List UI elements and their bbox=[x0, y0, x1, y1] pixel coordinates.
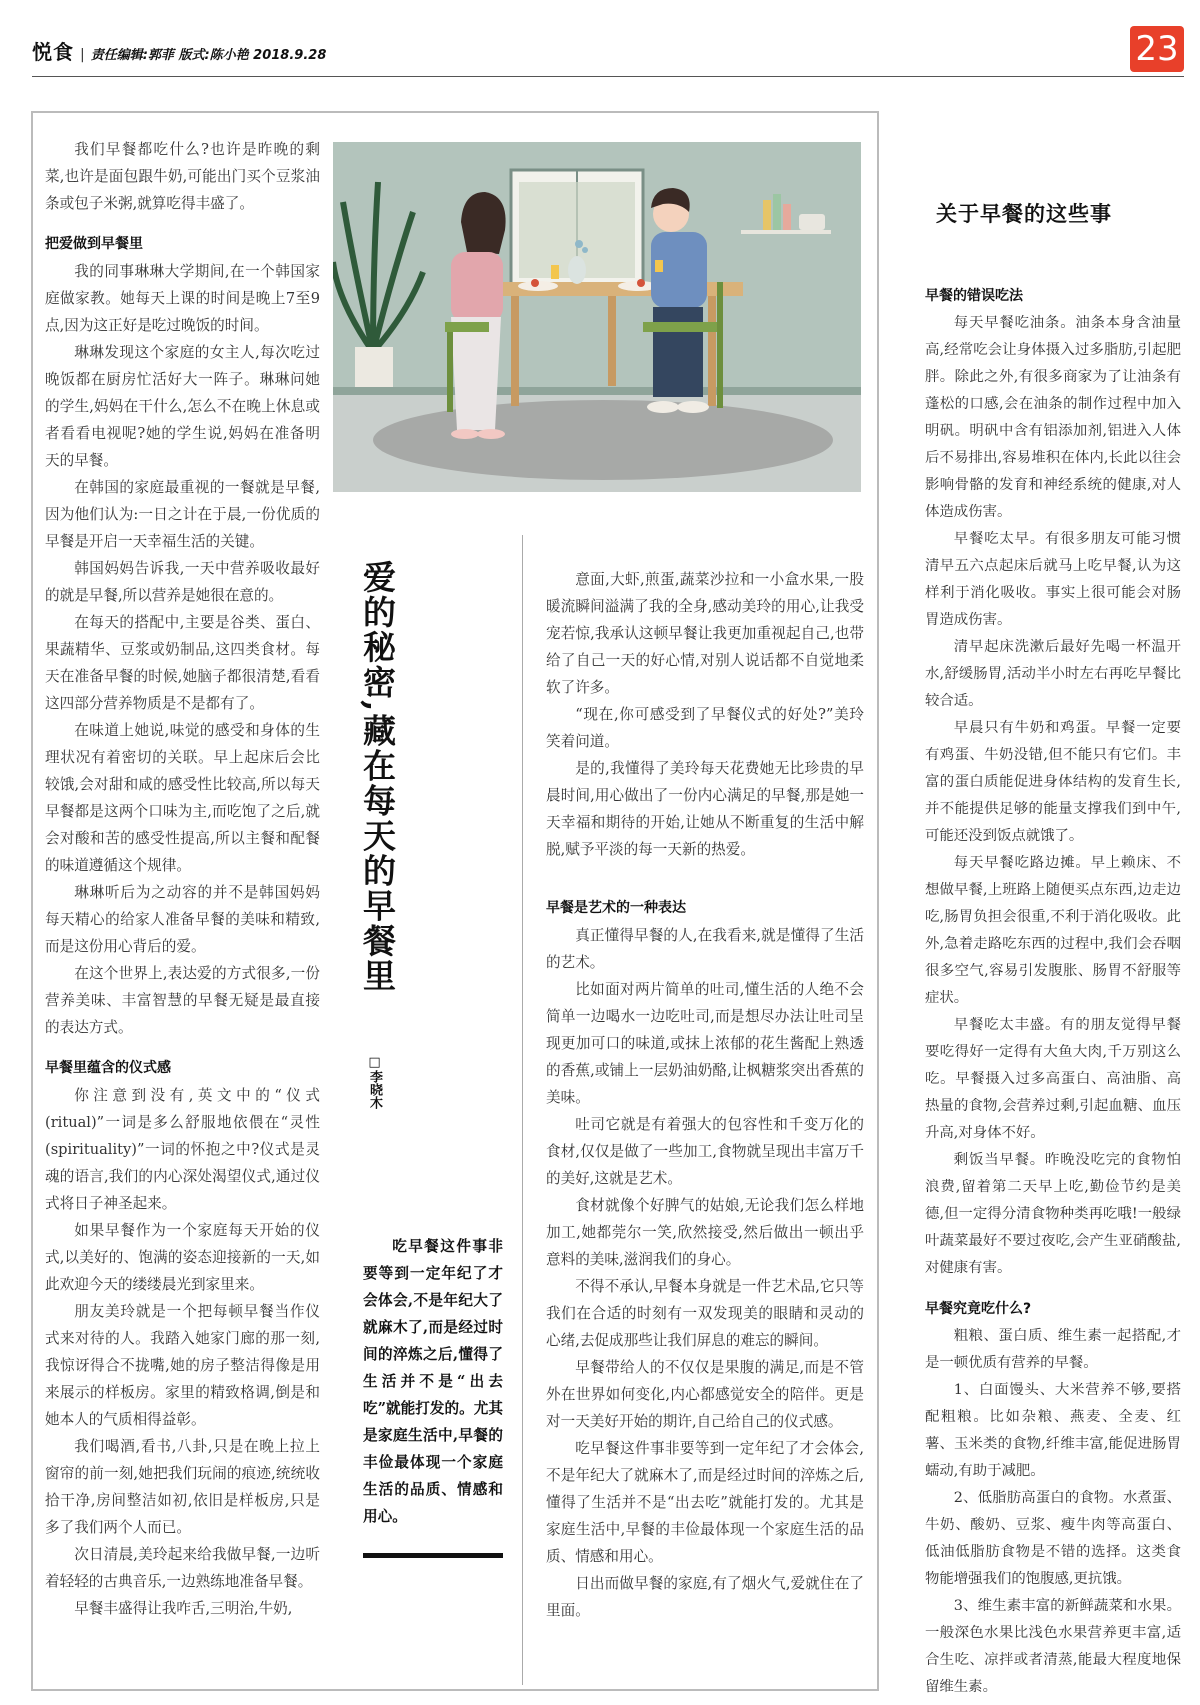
pull-quote bbox=[363, 1233, 503, 1530]
paragraph: “现在,你可感受到了早餐仪式的好处?”美玲笑着问道。 bbox=[546, 706, 864, 750]
paragraph: 我们喝酒,看书,八卦,只是在晚上拉上窗帘的前一刻,她把我们玩闹的痕迹,统统收拾干净,房间整洁如初,依旧是样板房,只是多了我们两个人而已。 bbox=[45, 1438, 320, 1536]
paragraph: 琳琳发现这个家庭的女主人,每次吃过晚饭都在厨房忙活好大一阵子。琳琳问她的学生,妈妈在干什么,怎么不在晚上休息或者看看电视呢?她的学生说,妈妈在准备明天的早餐。 bbox=[45, 344, 320, 469]
paragraph: 不得不承认,早餐本身就是一件艺术品,它只等我们在合适的时刻有一双发现美的眼睛和灵动的心绪,去促成那些让我们屏息的难忘的瞬间。 bbox=[546, 1278, 864, 1349]
pull-quote-text: 吃早餐这件事非要等到一定年纪了才会体会,不是年纪大了就麻木了,而是经过时间的淬炼之后,懂得了生活并不是“出去吃”就能打发的。尤其是家庭生活中,早餐的丰俭最体现一个家庭生活的品质、情感和用心。 bbox=[363, 1238, 503, 1525]
header-text bbox=[32, 36, 326, 65]
paragraph: 如果早餐作为一个家庭每天开始的仪式,以美好的、饱满的姿态迎接新的一天,如此欢迎今天的缕缕晨光到家里来。 bbox=[45, 1222, 320, 1293]
paragraph: 粗粮、蛋白质、维生素一起搭配,才是一顿优质有营养的早餐。 bbox=[925, 1328, 1181, 1371]
sidebar-title: 关于早餐的这些事 bbox=[936, 201, 1112, 226]
paragraph: 在每天的搭配中,主要是谷类、蛋白、果蔬精华、豆浆或奶制品,这四类食材。每天在准备早餐的时候,她脑子都很清楚,看看这四部分营养物质是不是都有了。 bbox=[45, 614, 320, 712]
header-rule bbox=[32, 76, 1184, 77]
subheading: 早餐究竟吃什么? bbox=[925, 1301, 1032, 1317]
paragraph: 2、低脂肪高蛋白的食物。水煮蛋、牛奶、酸奶、豆浆、瘦牛肉等高蛋白、低油低脂肪食物是不错的选择。这类食物能增强我们的饱腹感,更抗饿。 bbox=[925, 1490, 1181, 1587]
paragraph: 早餐吃太丰盛。有的朋友觉得早餐要吃得好一定得有大鱼大肉,千万别这么吃。早餐摄入过多高蛋白、高油脂、高热量的食物,会营养过剩,引起血糖、血压升高,对身体不好。 bbox=[925, 1017, 1181, 1141]
paragraph: 琳琳听后为之动容的并不是韩国妈妈每天精心的给家人准备早餐的美味和精致,而是这份用心背后的爱。 bbox=[45, 884, 320, 955]
subheading: 把爱做到早餐里 bbox=[45, 236, 143, 252]
paragraph: 吃早餐这件事非要等到一定年纪了才会体会,不是年纪大了就麻木了,而是经过时间的淬炼之后,懂得了生活并不是“出去吃”就能打发的。尤其是家庭生活中,早餐的丰俭最体现一个家庭生活的品质、情感和用心。 bbox=[546, 1440, 864, 1565]
paragraph: 你注意到没有,英文中的“仪式(ritual)”一词是多么舒服地依偎在“灵性(spirituality)”一词的怀抱之中?仪式是灵魂的语言,我们的内心深处渴望仪式,通过仪式将日子神圣起来。 bbox=[45, 1087, 320, 1212]
article-author: □李晓木 bbox=[367, 1055, 382, 1109]
paragraph: 在韩国的家庭最重视的一餐就是早餐,因为他们认为:一日之计在于晨,一份优质的早餐是开启一天幸福生活的关键。 bbox=[45, 479, 320, 550]
page-number-badge: 23 bbox=[1130, 26, 1184, 72]
subheading: 早餐里蕴含的仪式感 bbox=[45, 1060, 171, 1076]
sidebar-column bbox=[925, 269, 1181, 1701]
paragraph: 每天早餐吃油条。油条本身含油量高,经常吃会让身体摄入过多脂肪,引起肥胖。除此之外,有很多商家为了让油条有蓬松的口感,会在油条的制作过程中加入明矾。明矾中含有铝添加剂,铝进入人体后不易排出,容易堆积在体内,长此以往会影响骨骼的发育和神经系统的健康,对人体造成伤害。 bbox=[925, 315, 1181, 520]
subheading: 早餐的错误吃法 bbox=[925, 288, 1023, 304]
paragraph: 日出而做早餐的家庭,有了烟火气,爱就住在了里面。 bbox=[546, 1575, 864, 1619]
paragraph: 食材就像个好脾气的姑娘,无论我们怎么样地加工,她都莞尔一笑,欣然接受,然后做出一顿出乎意料的美味,滋润我们的身心。 bbox=[546, 1197, 864, 1268]
article-column-1 bbox=[45, 136, 320, 1622]
paragraph: 意面,大虾,煎蛋,蔬菜沙拉和一小盒水果,一股暖流瞬间溢满了我的全身,感动美玲的用心,让我受宠若惊,我承认这顿早餐让我更加重视起自己,也带给了自己一天的好心情,对别人说话都不自觉地柔软了许多。 bbox=[546, 571, 864, 696]
paragraph: 次日清晨,美玲起来给我做早餐,一边听着轻轻的古典音乐,一边熟练地准备早餐。 bbox=[45, 1546, 320, 1590]
paragraph: 早餐吃太早。有很多朋友可能习惯清早五六点起床后就马上吃早餐,认为这样利于消化吸收。事实上很可能会对肠胃造成伤害。 bbox=[925, 531, 1181, 628]
paragraph: 朋友美玲就是一个把每顿早餐当作仪式来对待的人。我踏入她家门廊的那一刻,我惊讶得合不拢嘴,她的房子整洁得像是用来展示的样板房。家里的精致格调,倒是和她本人的气质相得益彰。 bbox=[45, 1303, 320, 1428]
paragraph: 每天早餐吃路边摊。早上赖床、不想做早餐,上班路上随便买点东西,边走边吃,肠胃负担会很重,不利于消化吸收。此外,急着走路吃东西的过程中,我们会吞咽很多空气,容易引发腹胀、肠胃不舒服等症状。 bbox=[925, 855, 1181, 1006]
breakfast-illustration bbox=[333, 142, 861, 492]
spacer bbox=[546, 863, 864, 881]
article-column-3 bbox=[546, 566, 864, 1624]
paragraph: 清早起床洗漱后最好先喝一杯温开水,舒缓肠胃,活动半小时左右再吃早餐比较合适。 bbox=[925, 639, 1181, 709]
paragraph: 韩国妈妈告诉我,一天中营养吸收最好的就是早餐,所以营养是她很在意的。 bbox=[45, 560, 320, 604]
paragraph: 比如面对两片简单的吐司,懂生活的人绝不会简单一边喝水一边吃吐司,而是想尽办法让吐司呈现更加可口的味道,或抹上浓郁的花生酱配上熟透的香蕉,或铺上一层奶油奶酪,让枫糖浆突出香蕉的美味。 bbox=[546, 981, 864, 1106]
paragraph: 3、维生素丰富的新鲜蔬菜和水果。一般深色水果比浅色水果营养更丰富,适合生吃、凉拌或者清蒸,能最大程度地保留维生素。 bbox=[925, 1598, 1181, 1695]
header-separator: | bbox=[80, 47, 85, 63]
paragraph: 1、白面馒头、大米营养不够,要搭配粗粮。比如杂粮、燕麦、全麦、红薯、玉米类的食物,纤维丰富,能促进肠胃蠕动,有助于减肥。 bbox=[925, 1382, 1181, 1479]
paragraph: 是的,我懂得了美玲每天花费她无比珍贵的早晨时间,用心做出了一份内心满足的早餐,那是她一天幸福和期待的开始,让她从不断重复的生活中解脱,赋予平淡的每一天新的热爱。 bbox=[546, 760, 864, 858]
paragraph: 在味道上她说,味觉的感受和身体的生理状况有着密切的关联。早上起床后会比较饿,会对甜和咸的感受性比较高,所以每天早餐都是这两个口味为主,而吃饱了之后,就会对酸和苦的感受性提高,所以主餐和配餐的味道遵循这个规律。 bbox=[45, 722, 320, 874]
paragraph: 在这个世界上,表达爱的方式很多,一份营养美味、丰富智慧的早餐无疑是最直接的表达方式。 bbox=[45, 965, 320, 1036]
paragraph: 剩饭当早餐。昨晚没吃完的食物怕浪费,留着第二天早上吃,勤俭节约是美德,但一定得分清食物种类再吃哦!一般绿叶蔬菜最好不要过夜吃,会产生亚硝酸盐,对健康有害。 bbox=[925, 1152, 1181, 1276]
paragraph: 真正懂得早餐的人,在我看来,就是懂得了生活的艺术。 bbox=[546, 927, 864, 971]
paragraph: 吐司它就是有着强大的包容性和千变万化的食材,仅仅是做了一些加工,食物就呈现出丰富万千的美好,这就是艺术。 bbox=[546, 1116, 864, 1187]
paragraph: 我们早餐都吃什么?也许是昨晚的剩菜,也许是面包跟牛奶,可能出门买个豆浆油条或包子米粥,就算吃得丰盛了。 bbox=[45, 141, 320, 212]
paragraph: 早晨只有牛奶和鸡蛋。早餐一定要有鸡蛋、牛奶没错,但不能只有它们。丰富的蛋白质能促进身体结构的发育生长,并不能提供足够的能量支撑我们到中午,可能还没到饭点就饿了。 bbox=[925, 720, 1181, 844]
article-title: 爱的秘密,藏在每天的早餐里 bbox=[358, 560, 397, 994]
subheading: 早餐是艺术的一种表达 bbox=[546, 900, 686, 916]
paragraph: 我的同事琳琳大学期间,在一个韩国家庭做家教。她每天上课的时间是晚上7至9点,因为这正好是吃过晚饭的时间。 bbox=[45, 263, 320, 334]
paragraph: 早餐丰盛得让我咋舌,三明治,牛奶, bbox=[74, 1600, 293, 1617]
header-meta: 责任编辑:郭菲 版式:陈小艳 2018.9.28 bbox=[90, 48, 327, 63]
column-divider bbox=[522, 535, 523, 1685]
pull-quote-bar bbox=[363, 1553, 503, 1558]
section-name: 悦食 bbox=[32, 40, 74, 64]
paragraph: 早餐带给人的不仅仅是果腹的满足,而是不管外在世界如何变化,内心都感觉安全的陪伴。更是对一天美好开始的期许,自己给自己的仪式感。 bbox=[546, 1359, 864, 1430]
page-header bbox=[32, 26, 1184, 82]
